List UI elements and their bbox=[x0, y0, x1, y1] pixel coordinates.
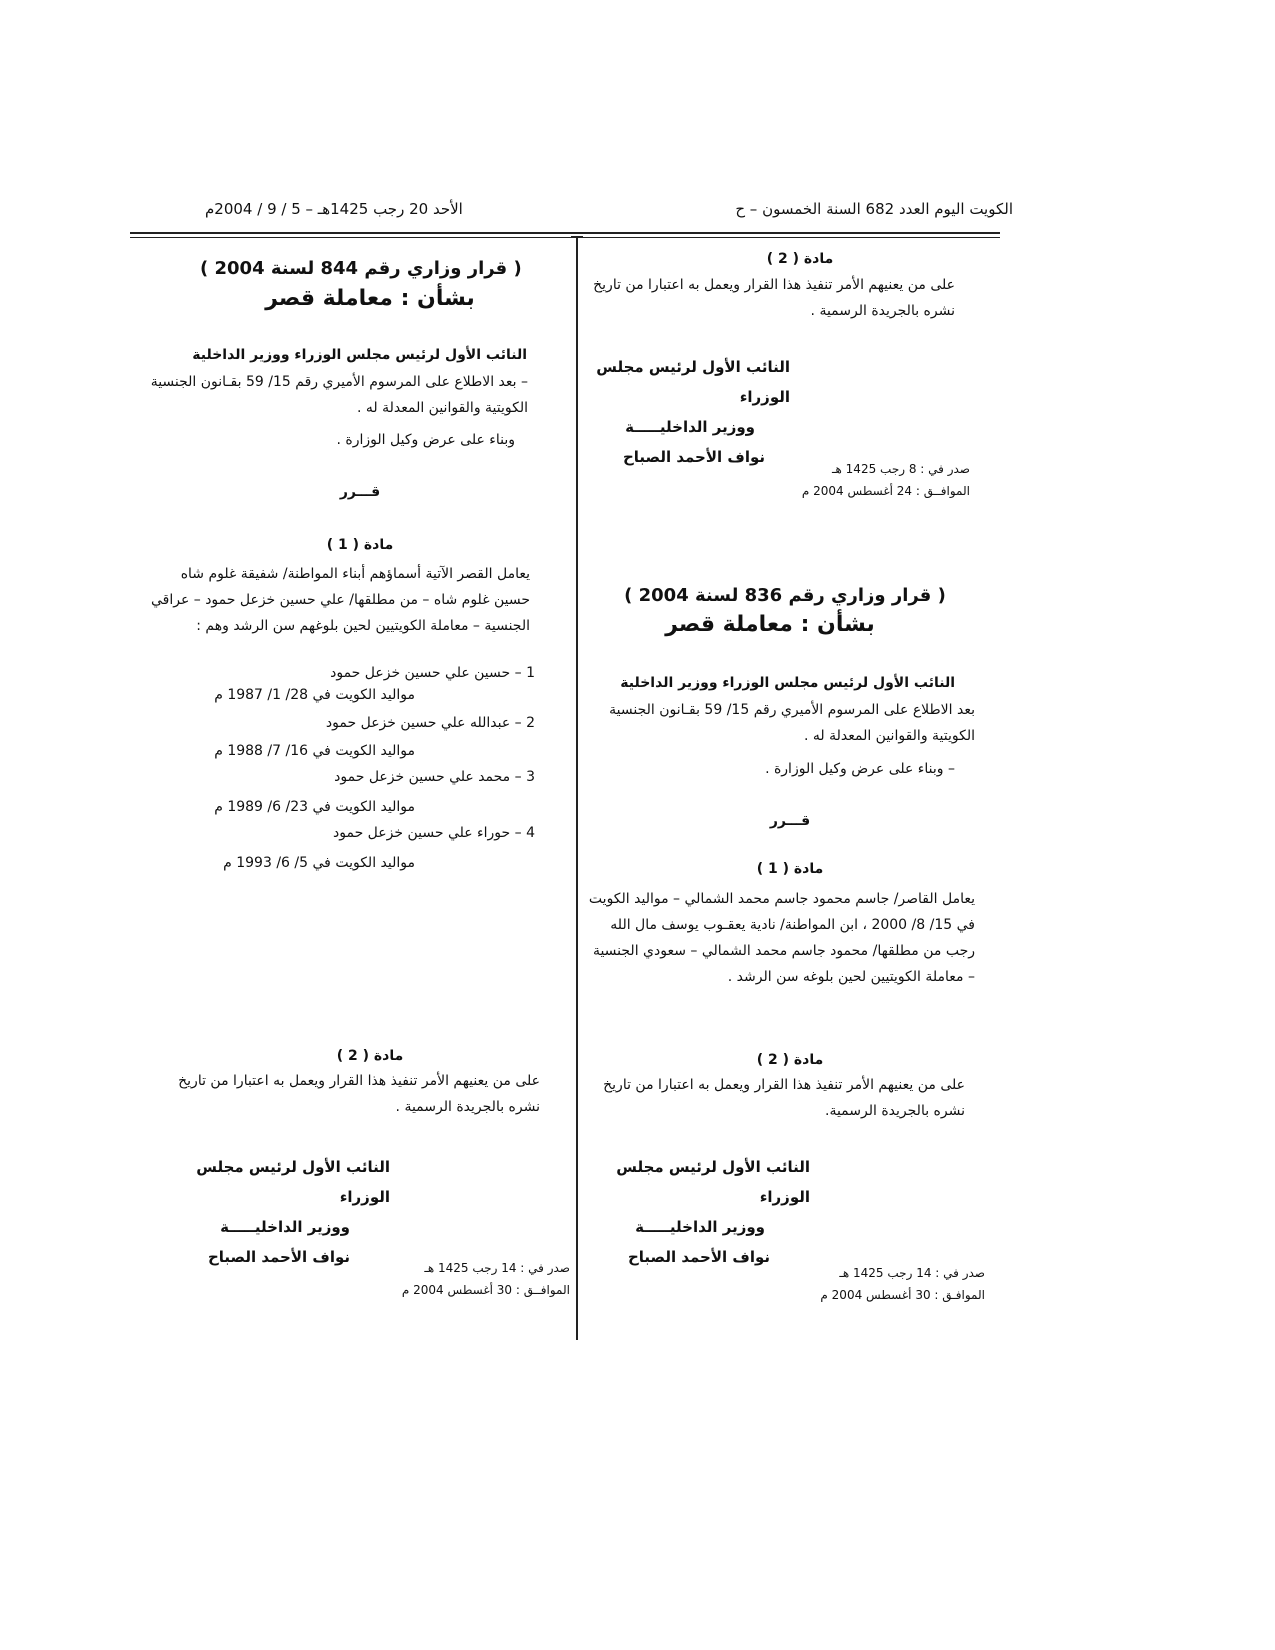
right-top-signature bbox=[590, 352, 790, 472]
decision-844-article2-text: على من يعنيهم الأمر تنفيذ هذا القرار ويعمل به اعتبارا من تاريخ نشره بالجريدة الرسمية . bbox=[178, 1073, 540, 1115]
header-issue-info: الكويت اليوم العدد 682 السنة الخمسون – ح bbox=[735, 200, 1013, 218]
right-top-article2-heading: مادة ( 2 ) bbox=[766, 251, 834, 267]
corresponding-date: الموافـق : 30 أغسطس 2004 م bbox=[820, 1288, 985, 1302]
issued-date: صدر في : 14 رجب 1425 هـ bbox=[839, 1266, 985, 1280]
corresponding-date: الموافــق : 24 أغسطس 2004 م bbox=[801, 484, 970, 498]
header-rule-1 bbox=[130, 232, 1000, 234]
signature-name: نواف الأحمد الصباح bbox=[207, 1248, 350, 1266]
decision-836-title: ( قرار وزاري رقم 836 لسنة 2004 ) bbox=[624, 585, 946, 606]
child-birth: مواليد الكويت في 23/ 6/ 1989 م bbox=[214, 799, 415, 815]
decision-836-article1-text: يعامل القاصر/ جاسم محمود جاسم محمد الشمالي – مواليد الكويت في 15/ 8/ 2000 ، ابن المواطنة/ نادية يعقـوب يوسف مال الله رجب من مطلقها/ محمود جاسم محمد الشمالي – سعودي الجنسية – معاملة الكويتيين لحين بلوغه سن الرشد . bbox=[588, 891, 975, 985]
children-list bbox=[180, 662, 535, 874]
signature-ministry: ووزير الداخليـــــة bbox=[220, 1218, 350, 1236]
decision-836-dates bbox=[780, 1262, 985, 1306]
child-birth: مواليد الكويت في 28/ 1/ 1987 م bbox=[214, 687, 415, 703]
decision-844-article2-heading: مادة ( 2 ) bbox=[336, 1048, 404, 1064]
decision-844-preamble-2: وبناء على عرض وكيل الوزارة . bbox=[336, 432, 515, 448]
decision-844-article1-text: يعامل القصر الآتية أسماؤهم أبناء المواطنة/ شفيقة غلوم شاه حسين غلوم شاه – من مطلقها/ علي حسين خزعل حمود – عراقي الجنسية – معاملة الكويتيين لحين بلوغهم سن الرشد وهم : bbox=[150, 566, 530, 634]
signature-ministry: ووزير الداخليـــــة bbox=[635, 1218, 765, 1236]
signature-title: النائب الأول لرئيس مجلس الوزراء bbox=[196, 1158, 390, 1206]
decision-836-preamble-2: – وبناء على عرض وكيل الوزارة . bbox=[765, 761, 955, 777]
decision-836-decided: قـــرر bbox=[769, 813, 811, 829]
child-name: 1 – حسين علي حسين خزعل حمود bbox=[330, 665, 535, 681]
signature-ministry: ووزير الداخليـــــة bbox=[625, 418, 755, 436]
decision-836-signature bbox=[595, 1152, 810, 1272]
child-name: 2 – عبدالله علي حسين خزعل حمود bbox=[325, 715, 535, 731]
child-name: 3 – محمد علي حسين خزعل حمود bbox=[334, 769, 535, 785]
signature-name: نواف الأحمد الصباح bbox=[627, 1248, 770, 1266]
decision-844-article1-heading: مادة ( 1 ) bbox=[326, 537, 394, 553]
decision-844-dates bbox=[365, 1257, 570, 1301]
decision-836-article2-heading: مادة ( 2 ) bbox=[756, 1052, 824, 1068]
child-name: 4 – حوراء علي حسين خزعل حمود bbox=[333, 825, 535, 841]
decision-844-title: ( قرار وزاري رقم 844 لسنة 2004 ) bbox=[200, 258, 522, 279]
decision-836-preamble-1: بعد الاطلاع على المرسوم الأميري رقم 15/ 59 بقـانون الجنسية الكويتية والقوانين المعدلة له . bbox=[609, 702, 975, 744]
decision-836-authority: النائب الأول لرئيس مجلس الوزراء ووزير الداخلية bbox=[620, 675, 955, 691]
right-top-dates bbox=[760, 458, 970, 502]
right-top-article2-text: على من يعنيهم الأمر تنفيذ هذا القرار ويعمل به اعتبارا من تاريخ نشره بالجريدة الرسمية . bbox=[593, 277, 955, 319]
decision-844-preamble-1: – بعد الاطلاع على المرسوم الأميري رقم 15/ 59 بقـانون الجنسية الكويتية والقوانين المعدلة له . bbox=[150, 374, 528, 416]
child-birth: مواليد الكويت في 5/ 6/ 1993 م bbox=[223, 855, 415, 871]
divider-cap bbox=[571, 236, 583, 238]
signature-name: نواف الأحمد الصباح bbox=[622, 448, 765, 466]
decision-836-article1-heading: مادة ( 1 ) bbox=[756, 861, 824, 877]
signature-title: النائب الأول لرئيس مجلس الوزراء bbox=[596, 358, 790, 406]
header-date: الأحد 20 رجب 1425هـ – 5 / 9 / 2004م bbox=[205, 200, 463, 218]
column-divider bbox=[576, 236, 578, 1340]
header-rule-2 bbox=[130, 237, 1000, 238]
issued-date: صدر في : 14 رجب 1425 هـ bbox=[424, 1261, 570, 1275]
issued-date: صدر في : 8 رجب 1425 هـ bbox=[832, 462, 970, 476]
signature-title: النائب الأول لرئيس مجلس الوزراء bbox=[616, 1158, 810, 1206]
decision-844-signature bbox=[175, 1152, 390, 1272]
decision-844-subject: بشأن : معاملة قصر bbox=[265, 286, 475, 311]
child-birth: مواليد الكويت في 16/ 7/ 1988 م bbox=[214, 743, 415, 759]
decision-844-authority: النائب الأول لرئيس مجلس الوزراء ووزير الداخلية bbox=[192, 347, 527, 363]
decision-844-decided: قـــرر bbox=[339, 484, 381, 500]
decision-836-subject: بشأن : معاملة قصر bbox=[665, 612, 875, 637]
decision-836-article2-text: على من يعنيهم الأمر تنفيذ هذا القرار ويعمل به اعتبارا من تاريخ نشره بالجريدة الرسمية. bbox=[603, 1077, 965, 1119]
corresponding-date: الموافــق : 30 أغسطس 2004 م bbox=[401, 1283, 570, 1297]
